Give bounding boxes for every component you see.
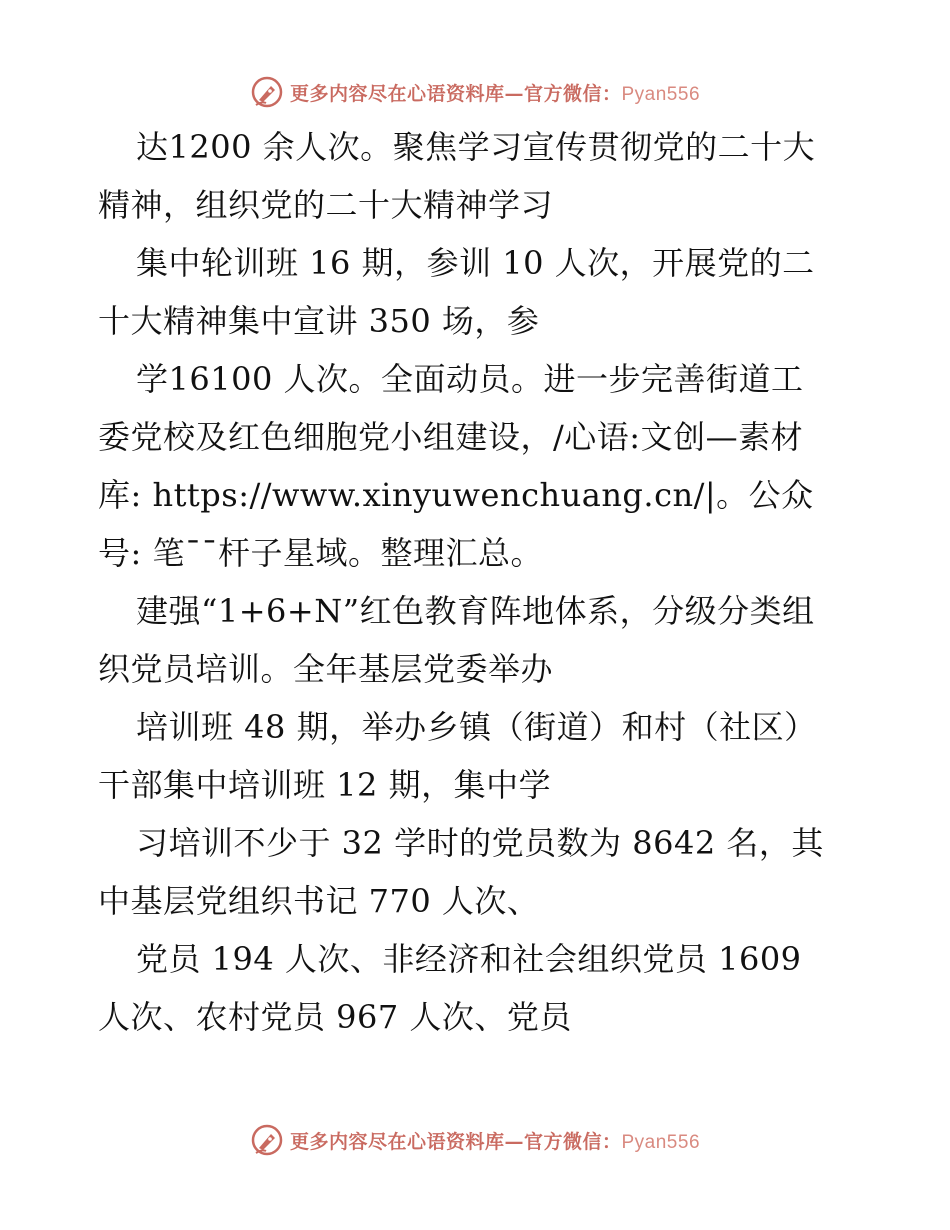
pen-nib-icon <box>250 75 284 109</box>
paragraph-line: 织党员培训。全年基层党委举办 <box>98 650 554 688</box>
paragraph-line: 人次、农村党员 967 人次、党员 <box>98 998 572 1036</box>
paragraph-line: 号: 笔¯¯杆子星域。整理汇总。 <box>98 534 543 572</box>
watermark-text-en: Pyan556 <box>621 1131 701 1153</box>
pen-nib-icon <box>250 1123 284 1157</box>
paragraph-line: 党员 194 人次、非经济和社会组织党员 1609 <box>136 940 802 978</box>
paragraph-line: 中基层党组织书记 770 人次、 <box>98 882 540 920</box>
paragraph-line: 十大精神集中宣讲 350 场，参 <box>98 302 540 340</box>
paragraph-line: 培训班 48 期，举办乡镇（街道）和村（社区） <box>136 708 817 746</box>
footer-watermark <box>0 1120 950 1160</box>
watermark-text <box>290 79 700 106</box>
paragraph-line: 委党校及红色细胞党小组建设，/心语:文创—素材 <box>98 418 804 456</box>
document-body <box>98 118 878 1046</box>
paragraph-line: 集中轮训班 16 期，参训 10 人次，开展党的二 <box>136 244 815 282</box>
watermark-text-cn: 更多内容尽在心语资料库—官方微信： <box>289 82 622 105</box>
paragraph-line: 库: https://www.xinyuwenchuang.cn/|。公众 <box>98 476 814 514</box>
paragraph-line: 学16100 人次。全面动员。进一步完善街道工 <box>136 360 804 398</box>
header-watermark <box>0 72 950 112</box>
paragraph-line: 干部集中培训班 12 期，集中学 <box>98 766 552 804</box>
paragraph-line: 精神，组织党的二十大精神学习 <box>98 186 554 224</box>
watermark-text <box>290 1127 700 1154</box>
watermark-text-en: Pyan556 <box>621 83 701 105</box>
watermark-text-cn: 更多内容尽在心语资料库—官方微信： <box>289 1130 622 1153</box>
paragraph-line: 建强“1+6+N”红色教育阵地体系，分级分类组 <box>136 592 815 630</box>
paragraph-line: 达1200 余人次。聚焦学习宣传贯彻党的二十大 <box>136 128 816 166</box>
paragraph-line: 习培训不少于 32 学时的党员数为 8642 名，其 <box>136 824 824 862</box>
